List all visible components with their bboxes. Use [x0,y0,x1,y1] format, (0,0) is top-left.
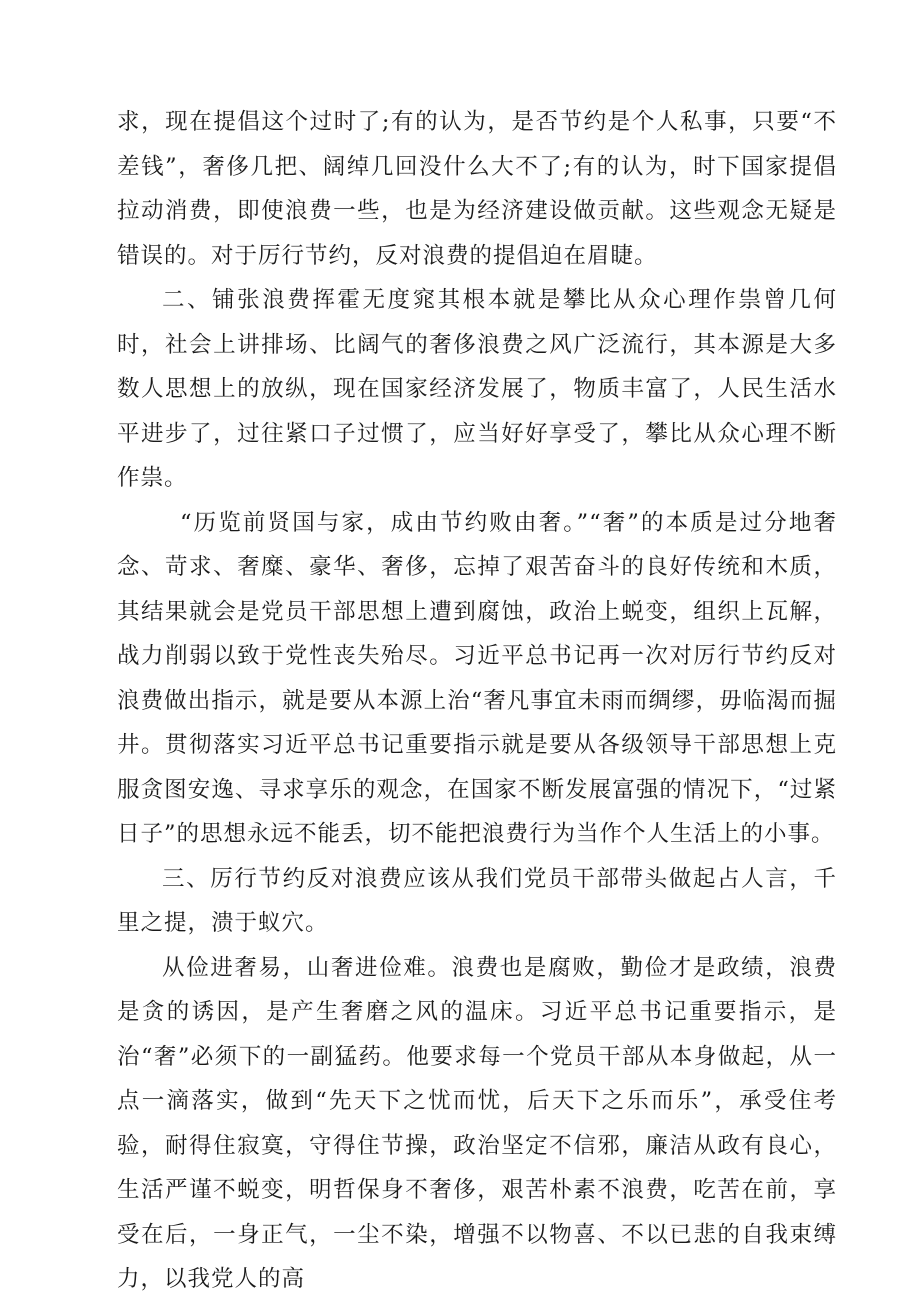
document-body [117,100,837,1302]
paragraph-section-two: 二、铺张浪费挥霍无度窕其根本就是攀比从众心理作祟曾几何时，社会上讲排场、比阔气的奢侈浪费之风广泛流行，其本源是大多数人思想上的放纵，现在国家经济发展了，物质丰富了，人民生活水平进步了，过往紧口子过惯了，应当好好享受了，攀比从众心理不断作祟。 [117,287,837,491]
paragraph-quotation: “历览前贤国与家，成由节约败由奢。”“奢”的本质是过分地奢念、苛求、奢糜、豪华、奢侈，忘掉了艰苦奋斗的良好传统和木质，其结果就会是党员干部思想上遭到腐蚀，政治上蜕变，组织上瓦解，战力削弱以致于党性丧失殆尽。习近平总书记再一次对厉行节约反对浪费做出指示，就是要从本源上治“奢凡事宜未雨而绸缪，毋临渴而掘井。贯彻落实习近平总书记重要指示就是要从各级领导干部思想上克服贪图安逸、寻求享乐的观念，在国家不断发展富强的情况下，“过紧日子”的思想永远不能丢，切不能把浪费行为当作个人生活上的小事。 [117,509,837,847]
paragraph-continuation: 求，现在提倡这个过时了;有的认为，是否节约是个人私事，只要“不差钱”，奢侈几把、阔绰几回没什么大不了;有的认为，时下国家提倡拉动消费，即使浪费一些，也是为经济建设做贡献。这些观念无疑是错误的。对于厉行节约，反对浪费的提倡迫在眉睫。 [117,109,837,269]
paragraph-section-three: 三、厉行节约反对浪费应该从我们党员干部带头做起占人言，千里之提，溃于蚁穴。 [117,865,837,936]
paragraph-frugality: 从俭进奢易，山奢进俭难。浪费也是腐败，勤俭才是政绩，浪费是贪的诱因，是产生奢磨之风的温床。习近平总书记重要指示，是治“奢”必须下的一副猛药。他要求每一个党员干部从本身做起，从一点一滴落实，做到“先天下之忧而忧，后天下之乐而乐”，承受住考验，耐得住寂寞，守得住节操，政治坚定不信邪，廉洁从政有良心，生活严谨不蜕变，明哲保身不奢侈，艰苦朴素不浪费，吃苦在前，享受在后，一身正气，一尘不染，增强不以物喜、不以已悲的自我束缚力，以我党人的高 [117,954,837,1292]
